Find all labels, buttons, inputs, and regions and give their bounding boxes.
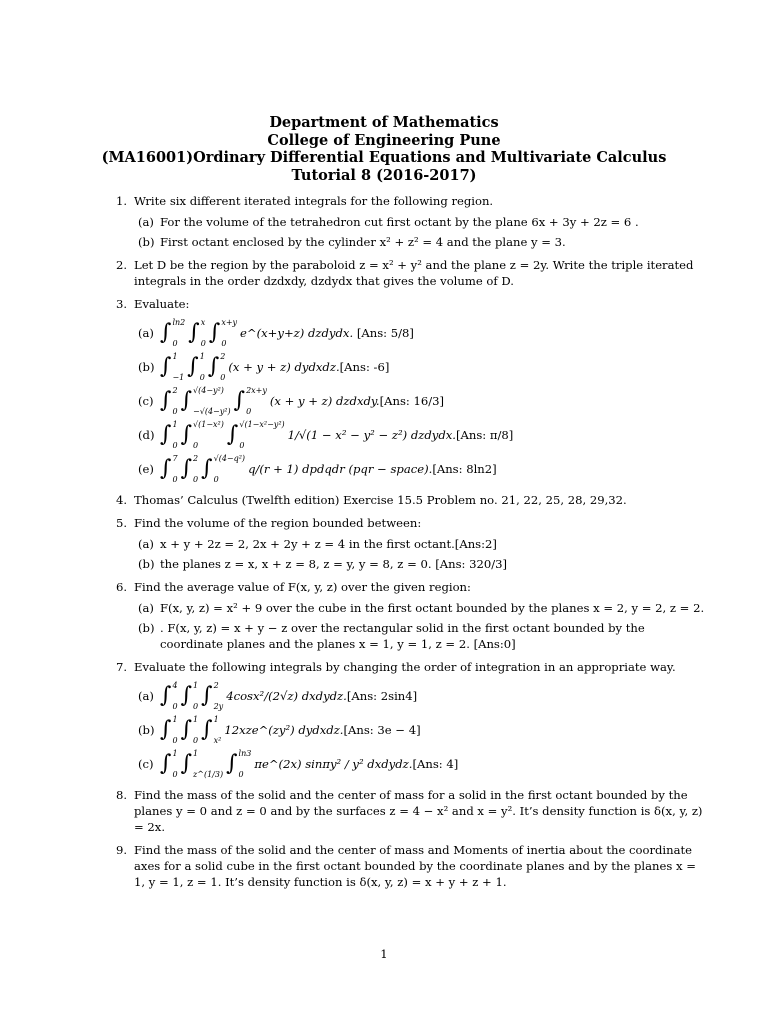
integral-item xyxy=(134,351,706,383)
sub-label: (b) xyxy=(138,235,155,249)
sub-question-list xyxy=(134,600,706,652)
integrand: e^(x+y+z) dzdydx. xyxy=(240,326,354,340)
integral-list xyxy=(134,317,706,485)
question-number: 2. xyxy=(116,258,128,272)
sub-label: (a) xyxy=(138,601,154,615)
question-number: 6. xyxy=(116,580,128,594)
question-text: Find the mass of the solid and the center of mass and Moments of inertia about the coordinate axes for a solid cube in the first octant bounded by the coordinate planes and by the planes x = 1, y = 1, z = 1. It’s density function is δ(x, y, z) = x + y + z + 1. xyxy=(134,843,696,889)
integral-limits: 2 0 xyxy=(193,454,199,484)
integral-sign: ∫ xyxy=(180,751,193,776)
integral-limits: 2 2y xyxy=(213,681,224,711)
question-text: Evaluate: xyxy=(134,297,190,311)
department-title: Department of Mathematics xyxy=(269,114,499,131)
sub-text: First octant enclosed by the cylinder x² + z² = 4 and the plane y = 3. xyxy=(160,235,566,249)
sub-label: (c) xyxy=(138,757,154,771)
integral-sign: ∫ xyxy=(180,422,193,447)
integral-limits: √(4−q²) 0 xyxy=(213,454,246,484)
sub-label: (b) xyxy=(138,360,155,374)
question-9 xyxy=(116,842,706,890)
integral-sign: ∫ xyxy=(201,456,213,481)
sub-label: (b) xyxy=(138,723,155,737)
document-header xyxy=(0,114,768,184)
question-6 xyxy=(116,579,706,652)
page-number: 1 xyxy=(380,947,388,961)
sub-label: (a) xyxy=(138,215,154,229)
sub-question xyxy=(134,234,706,250)
integral-item xyxy=(134,714,706,746)
integral-limits: 2x+y 0 xyxy=(246,386,267,416)
sub-question xyxy=(134,536,706,552)
integral-limits: 1 0 xyxy=(193,715,199,745)
integral-limits: 7 0 xyxy=(172,454,178,484)
integrand: q/(r + 1) dpdqdr (pqr − space). xyxy=(248,462,433,476)
integral-limits: √(1−x²) 0 xyxy=(193,420,224,450)
sub-question xyxy=(134,620,706,652)
integral-sign: ∫ xyxy=(180,683,193,708)
question-text: Thomas’ Calculus (Twelfth edition) Exercise 15.5 Problem no. 21, 22, 25, 28, 29,32. xyxy=(134,493,627,507)
sub-label: (d) xyxy=(138,428,155,442)
integral-sign: ∫ xyxy=(160,354,172,379)
integral-limits: x+y 0 xyxy=(221,318,238,348)
question-number: 3. xyxy=(116,297,128,311)
integral-sign: ∫ xyxy=(201,683,213,708)
integral-sign: ∫ xyxy=(180,717,193,742)
question-list xyxy=(116,193,706,897)
question-number: 5. xyxy=(116,516,128,530)
sub-label: (c) xyxy=(138,394,154,408)
question-text: Write six different iterated integrals for the following region. xyxy=(134,194,494,208)
sub-text: For the volume of the tetrahedron cut first octant by the plane 6x + 3y + 2z = 6 . xyxy=(160,215,639,229)
question-3 xyxy=(116,296,706,485)
integrand: πe^(2x) sinπy² / y² dxdydz. xyxy=(254,757,413,771)
question-number: 9. xyxy=(116,843,128,857)
integral-sign: ∫ xyxy=(160,683,172,708)
college-title: College of Engineering Pune xyxy=(267,131,501,149)
integral-sign: ∫ xyxy=(187,354,199,379)
integral-sign: ∫ xyxy=(180,388,193,413)
integral-limits: ln3 0 xyxy=(238,749,252,779)
integral-item xyxy=(134,453,706,485)
integral-sign: ∫ xyxy=(208,320,221,345)
integral-list xyxy=(134,680,706,780)
integral-limits: 1 0 xyxy=(172,715,178,745)
integral-item xyxy=(134,385,706,417)
integral-sign: ∫ xyxy=(160,717,172,742)
sub-text: the planes z = x, x + z = 8, z = y, y = 8, z = 0. [Ans: 320/3] xyxy=(160,557,508,571)
question-8 xyxy=(116,787,706,835)
question-text: Let D be the region by the paraboloid z = x² + y² and the plane z = 2y. Write the triple iterated integrals in the order dzdxdy, dzdydx that gives the volume of D. xyxy=(134,258,694,288)
question-2 xyxy=(116,257,706,289)
sub-label: (a) xyxy=(138,689,154,703)
integrand: 4cosx²/(2√z) dxdydz. xyxy=(226,689,347,703)
question-7 xyxy=(116,659,706,780)
tutorial-title: Tutorial 8 (2016-2017) xyxy=(291,166,477,184)
integrand: 1/√(1 − x² − y² − z²) dzdydx. xyxy=(287,428,456,442)
question-5 xyxy=(116,515,706,572)
answer: [Ans: 5/8] xyxy=(356,326,414,340)
integral-item xyxy=(134,419,706,451)
answer: [Ans: π/8] xyxy=(455,428,514,442)
sub-label: (b) xyxy=(138,557,155,571)
sub-label: (a) xyxy=(138,326,154,340)
integral-limits: 1 0 xyxy=(172,749,178,779)
sub-question xyxy=(134,600,706,616)
answer: [Ans: 2sin4] xyxy=(346,689,418,703)
sub-label: (e) xyxy=(138,462,154,476)
question-text: Find the average value of F(x, y, z) over the given region: xyxy=(134,580,471,594)
answer: [Ans: 3e − 4] xyxy=(343,723,421,737)
integral-limits: ln2 0 xyxy=(172,318,186,348)
integral-limits: 1 z^(1/3) xyxy=(193,749,224,779)
question-text: Find the mass of the solid and the center of mass for a solid in the first octant bounded by the planes y = 0 and z = 0 and by the surfaces z = 4 − x² and x = y². It’s density function is δ(x, y, z) = 2x. xyxy=(134,788,703,834)
integral-limits: √(4−y²) −√(4−y²) xyxy=(193,386,231,416)
integral-sign: ∫ xyxy=(233,388,246,413)
question-4 xyxy=(116,492,706,508)
integral-limits: 1 −1 xyxy=(172,352,185,382)
question-text: Evaluate the following integrals by changing the order of integration in an appropriate way. xyxy=(134,660,676,674)
question-number: 7. xyxy=(116,660,128,674)
question-number: 1. xyxy=(116,194,128,208)
sub-label: (a) xyxy=(138,537,154,551)
answer: [Ans: -6] xyxy=(339,360,390,374)
integral-limits: 1 x² xyxy=(213,715,222,745)
question-1 xyxy=(116,193,706,250)
sub-text: x + y + 2z = 2, 2x + 2y + z = 4 in the first octant.[Ans:2] xyxy=(160,537,497,551)
integral-sign: ∫ xyxy=(207,354,220,379)
sub-label: (b) xyxy=(138,621,155,635)
integral-limits: 1 0 xyxy=(172,420,178,450)
sub-question xyxy=(134,556,706,572)
integral-limits: 2 0 xyxy=(172,386,178,416)
sub-text: . F(x, y, z) = x + y − z over the rectangular solid in the first octant bounded by the coordinate planes and the planes x = 1, y = 1, z = 2. [Ans:0] xyxy=(160,621,645,651)
answer: [Ans: 4] xyxy=(412,757,459,771)
question-number: 8. xyxy=(116,788,128,802)
integral-sign: ∫ xyxy=(160,320,172,345)
integrand: (x + y + z) dydxdz. xyxy=(228,360,340,374)
integrand: (x + y + z) dzdxdy. xyxy=(269,394,380,408)
question-number: 4. xyxy=(116,493,128,507)
integral-limits: 4 0 xyxy=(172,681,178,711)
sub-question-list xyxy=(134,536,706,572)
sub-text: F(x, y, z) = x² + 9 over the cube in the first octant bounded by the planes x = 2, y = 2, z = 2. xyxy=(160,601,705,615)
integral-item xyxy=(134,748,706,780)
answer: [Ans: 16/3] xyxy=(379,394,445,408)
integral-sign: ∫ xyxy=(201,717,213,742)
integral-item xyxy=(134,317,706,349)
integrand: 12xze^(zy²) dydxdz. xyxy=(224,723,344,737)
sub-question xyxy=(134,214,706,230)
integral-item xyxy=(134,680,706,712)
integral-sign: ∫ xyxy=(188,320,200,345)
sub-question-list xyxy=(134,214,706,250)
integral-sign: ∫ xyxy=(160,422,172,447)
integral-sign: ∫ xyxy=(160,751,172,776)
question-text: Find the volume of the region bounded between: xyxy=(134,516,422,530)
integral-limits: √(1−x²−y²) 0 xyxy=(239,420,285,450)
integral-sign: ∫ xyxy=(160,388,172,413)
integral-sign: ∫ xyxy=(160,456,172,481)
integral-limits: 1 0 xyxy=(193,681,199,711)
integral-sign: ∫ xyxy=(226,422,239,447)
integral-sign: ∫ xyxy=(226,751,238,776)
integral-limits: 2 0 xyxy=(220,352,226,382)
integral-limits: 1 0 xyxy=(199,352,205,382)
integral-limits: x 0 xyxy=(200,318,206,348)
answer: [Ans: 8ln2] xyxy=(432,462,497,476)
course-title: (MA16001)Ordinary Differential Equations and Multivariate Calculus xyxy=(101,149,667,167)
integral-sign: ∫ xyxy=(180,456,193,481)
